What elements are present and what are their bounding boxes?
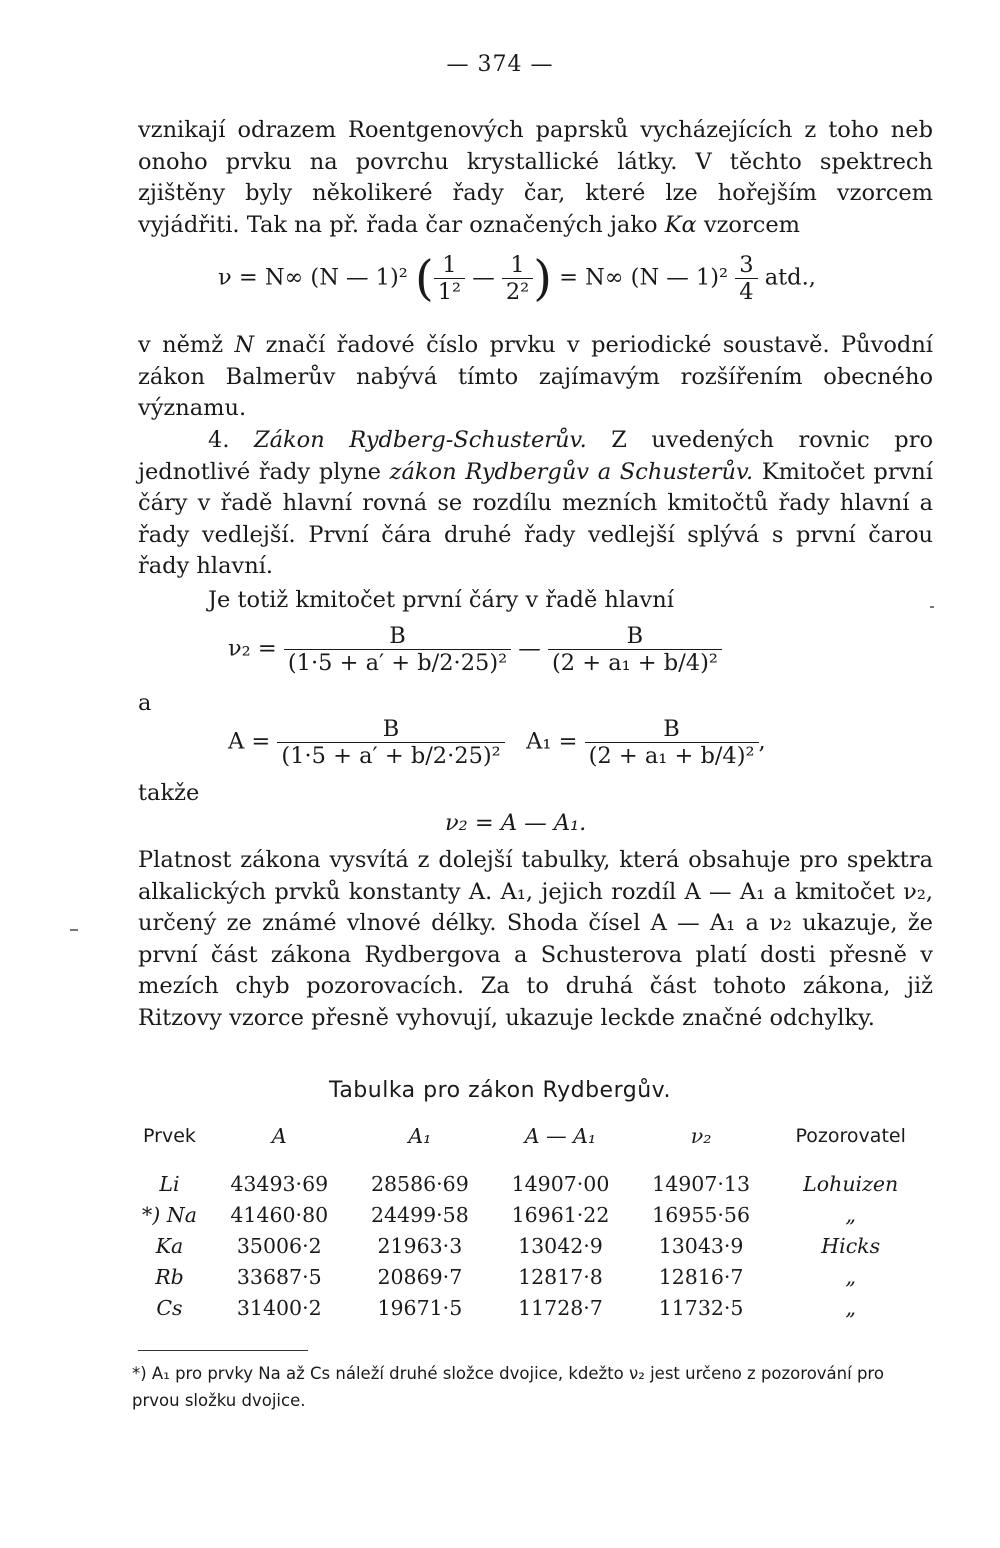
table-header-row	[130, 1124, 930, 1168]
header-a: A	[271, 1124, 287, 1148]
table-title: Tabulka pro zákon Rydbergův.	[329, 1078, 671, 1103]
k-alpha-symbol: Kα	[664, 211, 697, 238]
eq2-minus: —	[518, 635, 541, 662]
table-cell-value: 13042·9	[518, 1233, 603, 1258]
table-cell-value: 19671·5	[377, 1295, 463, 1320]
paragraph-balmer-rest: značí řadové číslo prvku v periodické soustavě. Původní zákon Balmerův nabývá tímto zajímavým rozšířením obecného významu.	[138, 332, 934, 421]
label-takze: takže	[138, 780, 200, 806]
table-row	[130, 1261, 930, 1292]
equation-moseley	[218, 252, 816, 305]
page-number: — 374 —	[446, 52, 554, 77]
paragraph-balmer-start: v němž	[138, 332, 224, 358]
equation-difference: ν₂ = A — A₁.	[445, 810, 587, 836]
table-cell-value: 14907·00	[511, 1171, 610, 1196]
table-cell-value: 12816·7	[658, 1264, 744, 1289]
table-cell-value: 41460·80	[230, 1202, 329, 1227]
margin-mark	[930, 606, 934, 608]
n-symbol: N	[234, 332, 255, 358]
eq3-lhs: A =	[228, 728, 271, 755]
table-cell-element: Li	[159, 1171, 180, 1196]
footnote-rule	[138, 1350, 308, 1351]
table-cell-value: 28586·69	[370, 1171, 469, 1196]
paragraph-balmer	[138, 330, 933, 425]
table-cell-value: 43493·69	[230, 1171, 329, 1196]
table-row	[130, 1230, 930, 1261]
table-cell-value: 20869·7	[377, 1264, 463, 1289]
header-nu2: ν₂	[690, 1124, 712, 1148]
header-pozorovatel: Pozorovatel	[795, 1125, 906, 1147]
paragraph-intro-end: vzorcem	[703, 211, 800, 238]
header-a-minus-a1: A — A₁	[524, 1124, 597, 1148]
eq3-frac2: $\frac{B}{\text{(2 + a₁ + b/4)²}}$	[585, 716, 759, 769]
law-name: zákon Rydbergův a Schusterův.	[389, 458, 754, 485]
table-cell-value: 16955·56	[652, 1202, 750, 1227]
left-paren: (	[414, 250, 434, 307]
label-a: a	[138, 690, 152, 716]
table-cell-value: 16961·22	[511, 1202, 610, 1227]
eq1-mid: = N∞ (N — 1)²	[559, 264, 729, 291]
header-prvek: Prvek	[143, 1125, 196, 1147]
table-cell-value: 14907·13	[652, 1171, 750, 1196]
table-cell-value: 35006·2	[236, 1233, 322, 1258]
table-cell-observer: „	[845, 1202, 856, 1227]
table-row	[130, 1199, 930, 1230]
section-number: 4.	[208, 427, 230, 453]
eq1-frac2: $\frac{1}{\text{2²}}$	[502, 252, 533, 305]
table-cell-value: 12817·8	[518, 1264, 603, 1289]
eq1-lhs: ν = N∞ (N — 1)²	[218, 264, 408, 291]
paragraph-intro	[138, 115, 933, 241]
paragraph-rydberg-law	[138, 425, 933, 583]
table-cell-value: 21963·3	[377, 1233, 463, 1258]
eq3-frac1: $\frac{B}{\text{(1·5 + a′ + b/2·25)²}}$	[277, 716, 504, 769]
margin-mark	[70, 929, 78, 931]
table-cell-value: 13043·9	[658, 1233, 744, 1258]
eq1-tail: atd.,	[764, 264, 816, 291]
eq2-frac1: $\frac{B}{\text{(1·5 + a′ + b/2·25)²}}$	[284, 623, 511, 676]
table-cell-value: 31400·2	[236, 1295, 322, 1320]
right-paren: )	[533, 250, 552, 307]
eq1-minus: —	[472, 264, 495, 291]
table-cell-element: Cs	[156, 1295, 183, 1320]
paragraph-frequency: Je totiž kmitočet první čáry v řadě hlavní	[208, 587, 674, 613]
table-cell-value: 33687·5	[236, 1264, 322, 1289]
equation-nu2	[228, 623, 722, 676]
footnote: *) A₁ pro prvky Na až Cs náleží druhé složce dvojice, kdežto ν₂ jest určeno z pozorování pro prvou složku dvojice.	[132, 1364, 884, 1410]
table-row	[130, 1292, 930, 1323]
table-cell-element: *) Na	[142, 1202, 197, 1227]
eq1-frac1: $\frac{1}{\text{1²}}$	[434, 252, 465, 305]
section-title: Zákon Rydberg-Schusterův.	[254, 427, 587, 453]
table-cell-value: 11732·5	[658, 1295, 744, 1320]
paragraph-rydberg-b: Kmitočet první čáry v řadě hlavní rovná se rozdílu mezních kmitočtů řady hlavní a řady vedlejší. První čára druhé řady vedlejší splývá s první čarou řady hlavní.	[138, 458, 933, 579]
table-cell-element: Rb	[155, 1264, 184, 1289]
table-cell-observer: „	[845, 1295, 856, 1320]
table-cell-observer: „	[845, 1264, 856, 1289]
eq2-lhs: ν₂ =	[228, 635, 277, 662]
eq3-mid: A₁ =	[526, 728, 578, 755]
paragraph-intro-text: vznikají odrazem Roentgenových paprsků vycházejících z toho neb onoho prvku na povrchu krystallické látky. V těchto spektrech zjištěny byly několikeré řady čar, které lze hořejším vzorcem vyjádřiti. Tak na př. řada čar označených jako	[138, 117, 933, 238]
table-cell-observer: Hicks	[821, 1233, 881, 1258]
table-cell-value: 24499·58	[370, 1202, 469, 1227]
table-row	[130, 1168, 930, 1199]
header-a1: A₁	[408, 1124, 432, 1148]
table-cell-value: 11728·7	[518, 1295, 603, 1320]
paragraph-rydberg-a: Z uvedených rovnic pro jednotlivé řady plyne	[138, 427, 934, 485]
paragraph-validity: Platnost zákona vysvítá z dolejší tabulky, která obsahuje pro spektra alkalických prvků konstanty A. A₁, jejich rozdíl A — A₁ a kmitočet ν₂, určený ze známé vlnové délky. Shoda čísel A — A₁ a ν₂ ukazuje, že první část zákona Rydbergova a Schusterova platí dosti přesně v mezích chyb pozorovacích. Za to druhá část tohoto zákona, již Ritzovy vzorce přesně vyhovují, ukazuje leckde značné odchylky.	[138, 847, 933, 1031]
eq1-frac3: $\frac{3}{4}$	[735, 252, 757, 305]
eq2-frac2: $\frac{B}{\text{(2 + a₁ + b/4)²}}$	[548, 623, 722, 676]
equation-a-a1: A = $\frac{B}{\text{(1·5 + a′ + b/2·25)²}}$ A₁ = $\frac{B}{\text{(2 + a₁ + b/4)²}}$ ,	[228, 716, 766, 769]
rydberg-table	[130, 1124, 930, 1323]
table-cell-element: Ka	[155, 1233, 184, 1258]
table-cell-observer: Lohuizen	[803, 1171, 899, 1196]
